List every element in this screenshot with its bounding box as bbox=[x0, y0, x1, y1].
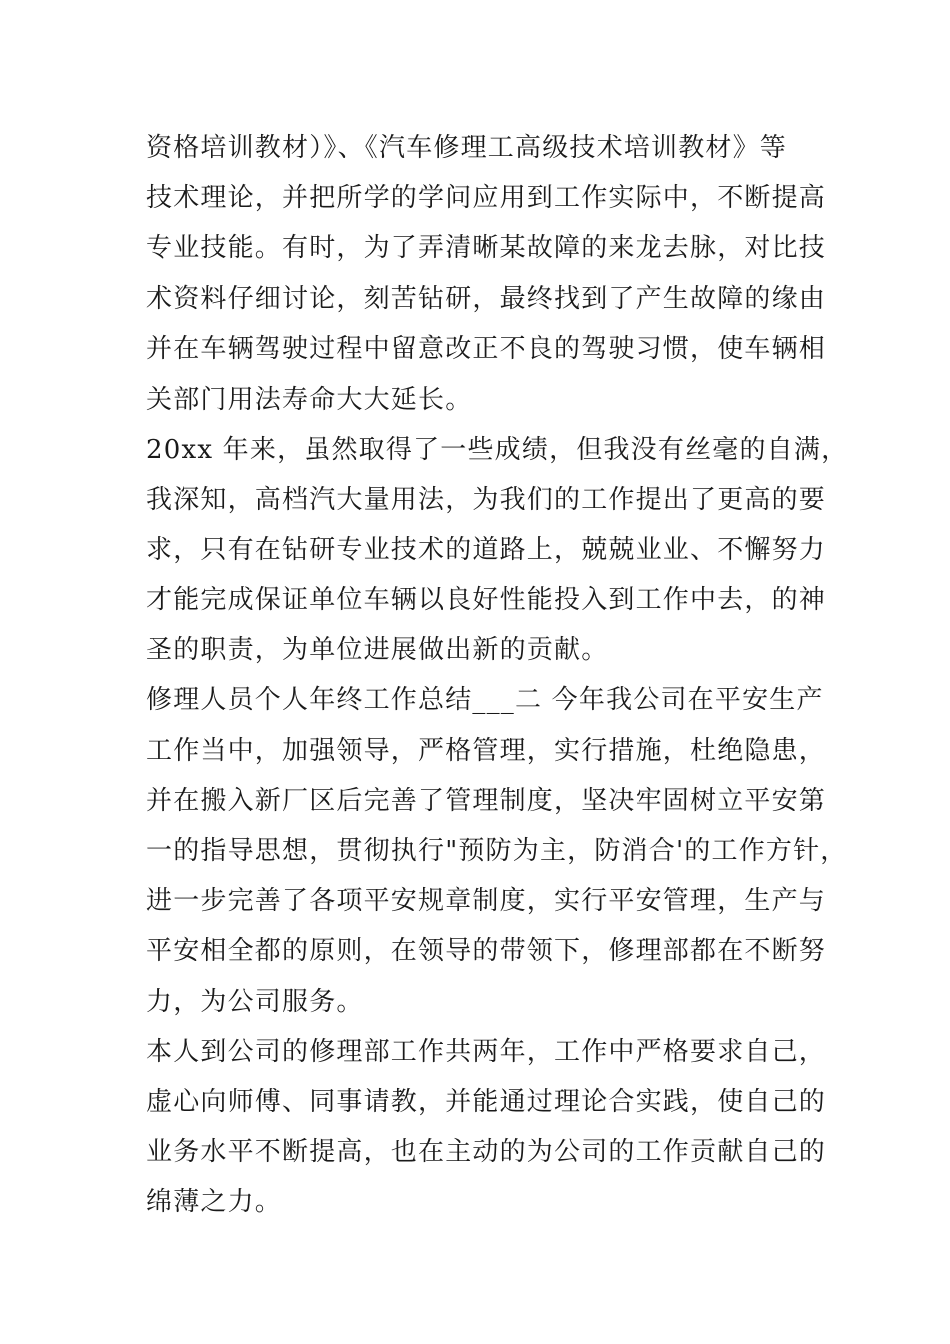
text-line-22: 绵薄之力。 bbox=[146, 1187, 283, 1217]
text-line-6: 关部门用法寿命大大延长。 bbox=[146, 385, 473, 415]
text-line-10: 才能完成保证单位车辆以良好性能投入到工作中去，的神 bbox=[146, 585, 827, 615]
text-line-7: 20xx 年来，虽然取得了一些成绩，但我没有丝毫的自满， bbox=[146, 435, 849, 465]
text-line-3: 专业技能。有时，为了弄清晰某故障的来龙去脉，对比技 bbox=[146, 233, 827, 263]
text-line-2: 技术理论，并把所学的学问应用到工作实际中，不断提高 bbox=[146, 183, 827, 213]
text-line-12: 修理人员个人年终工作总结___二 今年我公司在平安生产 bbox=[146, 685, 824, 715]
text-line-14: 并在搬入新厂区后完善了管理制度，坚决牢固树立平安第 bbox=[146, 786, 827, 816]
text-line-4: 术资料仔细讨论，刻苦钻研，最终找到了产生故障的缘由 bbox=[146, 284, 827, 314]
text-line-16: 进一步完善了各项平安规章制度，实行平安管理，生产与 bbox=[146, 886, 827, 916]
text-line-1: 资格培训教材）》、《汽车修理工高级技术培训教材》等 bbox=[146, 133, 788, 163]
text-line-21: 业务水平不断提高，也在主动的为公司的工作贡献自己的 bbox=[146, 1137, 827, 1167]
text-line-18: 力，为公司服务。 bbox=[146, 987, 364, 1017]
text-line-9: 求，只有在钻研专业技术的道路上，兢兢业业、不懈努力 bbox=[146, 535, 827, 565]
text-line-19: 本人到公司的修理部工作共两年，工作中严格要求自己， bbox=[146, 1037, 827, 1067]
text-line-8: 我深知，高档汽大量用法，为我们的工作提出了更高的要 bbox=[146, 485, 827, 515]
text-line-5: 并在车辆驾驶过程中留意改正不良的驾驶习惯，使车辆相 bbox=[146, 334, 827, 364]
text-line-13: 工作当中，加强领导，严格管理，实行措施，杜绝隐患， bbox=[146, 736, 827, 766]
text-line-15: 一的指导思想，贯彻执行"预防为主，防消合'的工作方针， bbox=[146, 836, 848, 866]
text-line-17: 平安相全都的原则，在领导的带领下，修理部都在不断努 bbox=[146, 936, 827, 966]
text-line-11: 圣的职责，为单位进展做出新的贡献。 bbox=[146, 635, 609, 665]
text-line-20: 虚心向师傅、同事请教，并能通过理论合实践，使自己的 bbox=[146, 1087, 827, 1117]
